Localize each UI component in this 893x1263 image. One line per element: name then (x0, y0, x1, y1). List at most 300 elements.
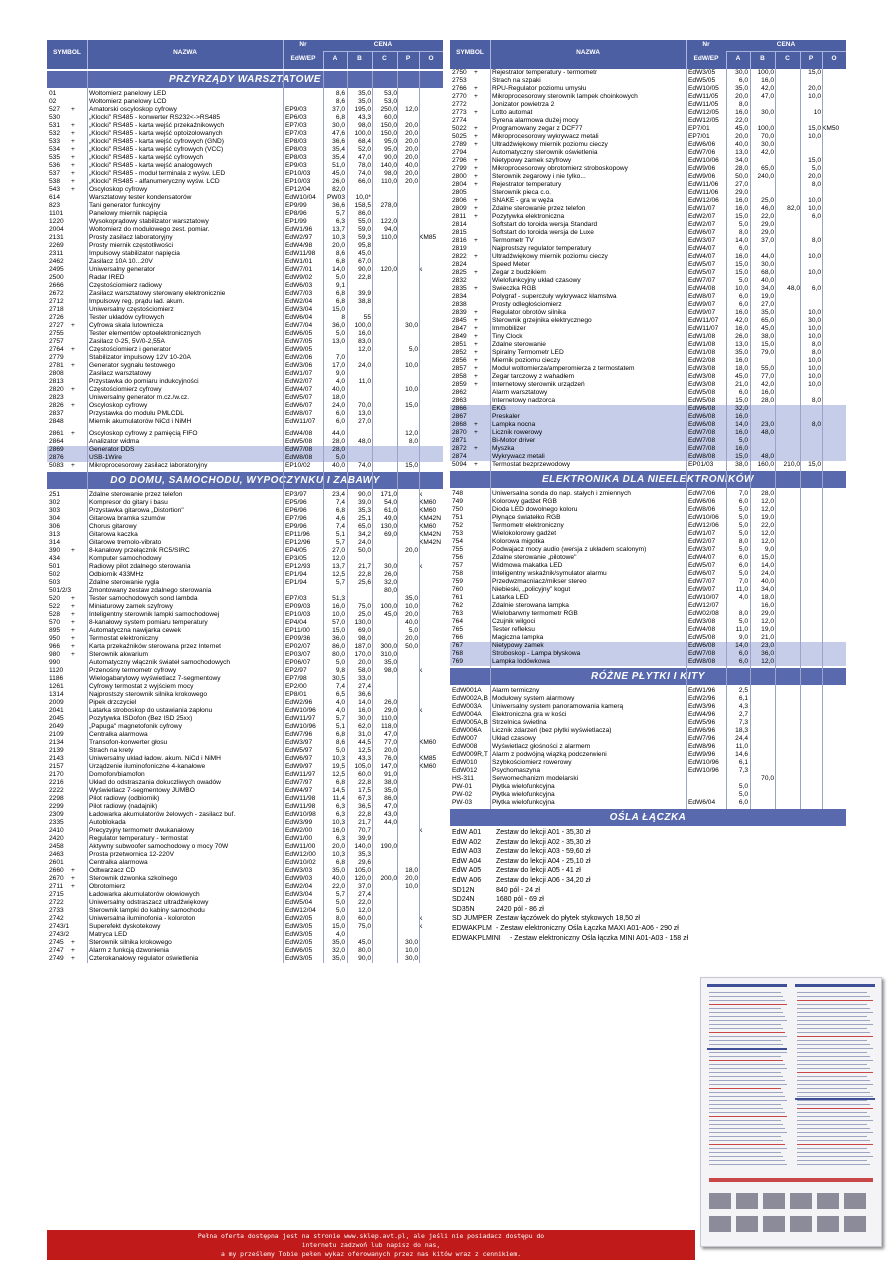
table-row (47, 322, 443, 330)
plus: + (71, 402, 75, 409)
name: Uniwersalny system panoramowania kamerą (492, 703, 624, 710)
name: Podwajacz mocy audio (wersja z układem scalonym) (492, 546, 647, 553)
price-a: 6,5 (335, 691, 345, 698)
thumb-text-line (797, 1048, 873, 1049)
price-p: 8,0 (811, 181, 821, 188)
nr: EdW7/08 (285, 446, 313, 453)
price-b: 23,0 (761, 421, 774, 428)
name: Zdalnie sterowana lampka (492, 602, 569, 609)
table-row (47, 354, 443, 362)
price-p: 18,0 (405, 867, 418, 874)
nr: EP11/00 (285, 627, 310, 634)
price-b: 12,5 (358, 747, 371, 754)
thumb-text-line (797, 1000, 873, 1001)
column-divider (775, 69, 776, 809)
price-a: 7,0 (738, 578, 748, 585)
nr: EdW3/08 (688, 373, 716, 380)
price-p: 20,0 (405, 170, 418, 177)
price-p: 15,0 (808, 461, 821, 468)
nr: EdW2/96 (285, 699, 313, 706)
name: Zdalne sterowanie przez telefon (492, 205, 586, 212)
table-row (450, 695, 846, 703)
price-c: 60,0 (384, 114, 397, 121)
nr: EdW6/06 (688, 498, 716, 505)
nr: EP1/99 (285, 218, 307, 225)
symbol: 2876 (49, 454, 64, 461)
nr: EP7/96 (285, 515, 307, 522)
price-b: 68,4 (358, 138, 371, 145)
price-a: 7,4 (335, 499, 345, 506)
thumb-header-bar (707, 984, 787, 987)
symbol: 2269 (49, 242, 64, 249)
thumb-text-line (709, 1112, 785, 1113)
price-c: 20,0 (384, 747, 397, 754)
nr: EdW10/07 (688, 594, 719, 601)
plus: + (474, 349, 478, 356)
thumb-text-line (709, 1152, 781, 1153)
symbol: 2789 (452, 141, 467, 148)
price-c: 300,0 (380, 643, 397, 650)
symbol: 2856 (452, 357, 467, 364)
name: Strach na krety (89, 747, 134, 754)
plus: + (474, 317, 478, 324)
header-divider (822, 52, 823, 69)
name: Częstościomierz radiowy (89, 282, 162, 289)
price-a: 6,0 (738, 554, 748, 561)
price-a: 6,3 (335, 803, 345, 810)
name: Uniwersalny generator (89, 266, 155, 273)
symbol: 757 (452, 562, 464, 569)
price-a: 5,7 (335, 210, 345, 217)
table-row (47, 362, 443, 370)
kit-description: Zestaw do lekcji A02 - 35,30 zł (496, 838, 591, 846)
price-a: 5,0 (335, 747, 345, 754)
name: Internetowy sterownik urządzeń (492, 381, 585, 388)
name: Odtwarzacz CD (89, 867, 136, 874)
nr: EdW7/03 (285, 290, 313, 297)
price-a: 4,0 (738, 594, 748, 601)
header-b: B (760, 55, 765, 62)
table-body (47, 71, 443, 963)
price-a: 6,0 (738, 293, 748, 300)
kit-code: EdW A06 (452, 876, 482, 884)
symbol: 2666 (49, 282, 64, 289)
name: Cyfrowa skala lutownicza (89, 322, 164, 329)
price-a: 40,0 (735, 141, 748, 148)
symbol: 990 (49, 659, 61, 666)
name: „Klocki" RS485 - karta wejść cyfrowych (VCC) (89, 146, 224, 153)
price-a: 7,4 (335, 683, 345, 690)
table-row (450, 498, 846, 506)
thumb-text-line (797, 992, 867, 993)
table-row (47, 146, 443, 154)
name: „Papuga" magnetofonik cyfrowy (89, 723, 182, 730)
price-a: 45,0 (735, 125, 748, 132)
symbol: 02 (49, 98, 57, 105)
price-p: 35,0 (405, 595, 418, 602)
plus: + (71, 346, 75, 353)
nr: EdW7/08 (688, 445, 716, 452)
price-b: 22,0 (761, 522, 774, 529)
name: Elektroniczna gra w kości (492, 711, 567, 718)
price-b: 70,0 (761, 775, 774, 782)
price-b: 19,0 (761, 626, 774, 633)
name: Uniwersalny układ ładow. akum. NiCd i NiMH (89, 755, 221, 762)
price-c: 61,0 (384, 507, 397, 514)
table-header (450, 40, 846, 69)
price-c: 35,0 (384, 787, 397, 794)
price-p: 15,0 (405, 462, 418, 469)
nr: EdW2/00 (285, 827, 313, 834)
plus: + (71, 154, 75, 161)
table-row (450, 445, 846, 453)
nr: EdW1/96 (285, 226, 313, 233)
table-row (47, 98, 443, 106)
name: „Klocki" RS485 - karta wejść przekaźnikowych (89, 122, 224, 129)
symbol: 2814 (452, 221, 467, 228)
nr: EP12/93 (285, 563, 311, 570)
nr: EP9/03 (285, 162, 307, 169)
nr: EdW4/96 (688, 711, 716, 718)
symbol: 2311 (49, 250, 64, 257)
table-row (47, 763, 443, 771)
price-a: 5,7 (335, 579, 345, 586)
plus: + (71, 643, 75, 650)
symbol: EdW005A,B (452, 719, 488, 726)
thumb-product-image (709, 1193, 731, 1209)
name: Gitarowa bramka szumów (89, 515, 166, 522)
header-nr-bottom: EdW/EP (290, 55, 316, 62)
price-a: 10,0 (735, 285, 748, 292)
nr: EdW11/07 (688, 317, 719, 324)
table-row (450, 189, 846, 197)
price-b: 42,0 (761, 149, 774, 156)
price-p: 20,0 (405, 122, 418, 129)
price-b: 35,0 (358, 90, 371, 97)
header-divider (87, 40, 88, 69)
price-b: 14,0 (358, 699, 371, 706)
table-row (47, 771, 443, 779)
table-row (47, 330, 443, 338)
symbol: 2837 (49, 410, 64, 417)
symbol: 313 (49, 531, 61, 538)
plus: + (71, 462, 75, 469)
nr: EdW7/08 (688, 437, 716, 444)
plus: + (474, 461, 478, 468)
price-p: 20,0 (808, 173, 821, 180)
thumb-text-line (709, 1100, 787, 1101)
price-b: 46,0 (761, 205, 774, 212)
price-b: 55,0 (761, 365, 774, 372)
price-a: 5,7 (335, 891, 345, 898)
price-p: 40,0 (405, 619, 418, 626)
price-a: 23,4 (332, 491, 345, 498)
name: Panelowy miernik napięcia (89, 210, 168, 217)
symbol: 302 (49, 499, 61, 506)
right-column (450, 40, 846, 943)
symbol: 765 (452, 626, 464, 633)
price-b: 22,8 (358, 811, 371, 818)
table-row (47, 907, 443, 915)
price-a: 16,0 (735, 325, 748, 332)
name: Układ czasowy (492, 735, 536, 742)
thumb-text-line (797, 1124, 867, 1125)
plus: + (474, 253, 478, 260)
header-divider (490, 40, 491, 69)
nr: EdW11/00 (285, 843, 316, 850)
name: Automatyczna nawijarka cewek (89, 627, 181, 634)
plus: + (71, 170, 75, 177)
name: Radiowy pilot zdalnego sterowania (89, 563, 191, 570)
plus: + (474, 141, 478, 148)
name: Wyświetlacz 7-segmentowy JUMBO (89, 787, 195, 794)
symbol: 950 (49, 635, 61, 642)
price-c: 118,0 (380, 723, 397, 730)
symbol: 750 (452, 506, 464, 513)
name: Woltomierz panelowy LED (89, 90, 167, 97)
nr: EdW4/08 (285, 430, 313, 437)
price-c: 120,0 (380, 266, 397, 273)
name: Lotto automat (492, 109, 533, 116)
symbol: 304 (49, 515, 61, 522)
plus: + (71, 430, 75, 437)
thumb-text-line (709, 1032, 785, 1033)
price-c: 210,0 (783, 461, 800, 468)
table-row (450, 775, 846, 783)
nr: EdW3/05 (285, 955, 313, 962)
table-row (450, 711, 846, 719)
price-a: 10,3 (332, 755, 345, 762)
nr: EdW4/08 (688, 285, 716, 292)
name: Strzelnica świetlna (492, 719, 547, 726)
kit-code: EdW A02 (452, 838, 482, 846)
table-row (450, 562, 846, 570)
symbol: 2672 (49, 290, 64, 297)
name: Uniwersalna iluminofonia - koloroton (89, 915, 196, 922)
nr: EdW9/07 (688, 586, 716, 593)
table-row (47, 867, 443, 875)
header-nr-top: Nr (299, 41, 307, 48)
price-b: 24,0 (358, 362, 371, 369)
plus: + (474, 373, 478, 380)
table-row (47, 446, 443, 454)
price-o: KM42N (419, 531, 441, 538)
thumb-text-line (797, 1140, 870, 1141)
table-row (47, 194, 443, 202)
nr: EP2/97 (285, 667, 307, 674)
symbol: EdW012 (452, 767, 478, 774)
thumb-text-line (709, 1080, 785, 1081)
table-row (47, 595, 443, 603)
thumb-text-line (709, 1124, 783, 1125)
price-o: k (419, 563, 423, 570)
thumb-text-line (797, 1144, 873, 1145)
price-a: 26,0 (332, 178, 345, 185)
nr: EdW12/00 (285, 851, 316, 858)
symbol: EdW001A (452, 687, 482, 694)
price-b: 86,0 (358, 210, 371, 217)
price-a: 16,0 (735, 205, 748, 212)
column-divider (283, 71, 284, 963)
symbol: 2869 (49, 446, 64, 453)
plus: + (474, 157, 478, 164)
nr: EdW7/07 (688, 578, 716, 585)
price-c: 91,0 (384, 771, 397, 778)
price-p: 10,0 (405, 603, 418, 610)
symbol: 2848 (49, 418, 64, 425)
nr: EdW6/07 (688, 570, 716, 577)
table-row (47, 370, 443, 378)
symbol: 2852 (452, 349, 467, 356)
name: „Klocki" RS485 - konwerter RS232<->RS485 (89, 114, 220, 121)
price-a: 24,0 (332, 402, 345, 409)
symbol: 2826 (49, 402, 64, 409)
symbol: 2811 (452, 213, 467, 220)
price-b: 22,8 (358, 779, 371, 786)
table-row (47, 314, 443, 322)
table-row (47, 499, 443, 507)
symbol: 2820 (49, 386, 64, 393)
nr: EdW7/06 (688, 490, 716, 497)
price-b: 67,3 (358, 795, 371, 802)
price-b: 12,0 (761, 498, 774, 505)
table-row (47, 731, 443, 739)
name: Płytka wielofunkcyjna (492, 791, 555, 798)
kit-description: Zestaw do lekcji A01 - 35,30 zł (496, 829, 591, 836)
table-row (47, 418, 443, 426)
price-p: 10,0 (808, 205, 821, 212)
nr: EdW8/08 (285, 454, 313, 461)
catalog-thumbnail-image (700, 977, 882, 1247)
symbol: EdW002A,B (452, 695, 488, 702)
table-row (47, 462, 443, 470)
name: Termometr elektroniczny (492, 522, 564, 529)
table-row (450, 125, 846, 133)
thumb-product-image (817, 1193, 839, 1209)
table-row (47, 170, 443, 178)
table-row (47, 755, 443, 763)
nr: EdW1/08 (688, 349, 716, 356)
symbol: 2134 (49, 739, 64, 746)
price-b: 36,5 (358, 803, 371, 810)
price-c: 190,0 (380, 843, 397, 850)
price-b: 59,0 (358, 226, 371, 233)
nr: EP9/96 (285, 523, 307, 530)
table-row (450, 173, 846, 181)
list-item (450, 924, 846, 934)
symbol: 5025 (452, 133, 467, 140)
nr: EdW6/06 (688, 141, 716, 148)
table-row (47, 430, 443, 438)
price-c: 43,0 (384, 811, 397, 818)
name: Sterownik lampki do kabiny samochodu (89, 907, 205, 914)
price-a: 14,0 (735, 421, 748, 428)
name: Kolorowa migotka (492, 538, 545, 545)
price-a: 16,0 (735, 309, 748, 316)
price-b: 12,0 (358, 907, 371, 914)
kit-description: Zestaw do lekcji A03 - 59,60 zł (496, 848, 591, 856)
table-row (47, 843, 443, 851)
price-p: 20,0 (405, 611, 418, 618)
price-b: 30,0 (761, 261, 774, 268)
nr: EdW5/07 (285, 394, 313, 401)
nr: EdW5/08 (688, 634, 716, 641)
table-row (47, 242, 443, 250)
price-c: 94,0 (384, 226, 397, 233)
price-a: 8,0 (738, 229, 748, 236)
price-c: 76,0 (384, 755, 397, 762)
table-row (450, 69, 846, 77)
name: Magiczna lampka (492, 634, 544, 641)
symbol: 2825 (452, 269, 467, 276)
plus: + (71, 106, 75, 113)
nr: EdW5/96 (688, 719, 716, 726)
price-b: 62,0 (358, 723, 371, 730)
name: Matryca LED (89, 931, 128, 938)
section-header: RÓŻNE PŁYTKI I KITY (450, 668, 846, 685)
symbol: 2819 (452, 245, 467, 252)
price-b: 21,0 (761, 634, 774, 641)
nr: EdW1/01 (285, 258, 313, 265)
nr: EdW8/06 (688, 506, 716, 513)
name: Transofon-konwerter głosu (89, 739, 168, 746)
price-a: 5,0 (738, 546, 748, 553)
price-c: 54,0 (384, 499, 397, 506)
table-row (47, 290, 443, 298)
price-c: 45,0 (384, 611, 397, 618)
price-a: 4,6 (335, 515, 345, 522)
nr: EdW11/97 (285, 771, 316, 778)
price-b: 25,0 (761, 197, 774, 204)
name: Domofon/biamofon (89, 771, 145, 778)
price-a: 6,1 (738, 759, 748, 766)
plus: + (474, 205, 478, 212)
thumb-text-line (797, 1044, 870, 1045)
table-row (450, 618, 846, 626)
price-a: 7,3 (738, 719, 748, 726)
price-a: 2,7 (738, 711, 748, 718)
symbol: EdW004A (452, 711, 482, 718)
price-b: 48,0 (761, 453, 774, 460)
price-a: 4,0 (335, 699, 345, 706)
name: Psychomaszyna (492, 767, 541, 774)
name: Wielokolorowy gadżet (492, 530, 557, 537)
price-b: 45,0 (358, 939, 371, 946)
table-row (47, 723, 443, 731)
price-o: KM60 (419, 739, 437, 746)
nr: EdW11/98 (285, 803, 316, 810)
thumb-text-line (709, 1040, 781, 1041)
name: Pozytywka ISDofon (Bez ISD 25xx) (89, 715, 193, 722)
table-row (450, 389, 846, 397)
price-a: 6,8 (335, 298, 345, 305)
table-row (47, 715, 443, 723)
price-a: 35,4 (332, 154, 345, 161)
thumb-text-line (797, 1152, 870, 1153)
kit-description: Zestaw łączówek do płytek stykowych 18,50 zł (496, 915, 640, 923)
table-row (47, 627, 443, 635)
table-row (450, 554, 846, 562)
price-o: KM42N (419, 515, 441, 522)
thumb-product-image (790, 1193, 812, 1209)
table-row (47, 827, 443, 835)
header-divider (726, 51, 846, 52)
nr: EdW4/97 (285, 787, 313, 794)
header-nr-top: Nr (702, 41, 710, 48)
nr: EdW10/05 (688, 85, 719, 92)
price-b: 68,0 (761, 269, 774, 276)
table-row (47, 747, 443, 755)
